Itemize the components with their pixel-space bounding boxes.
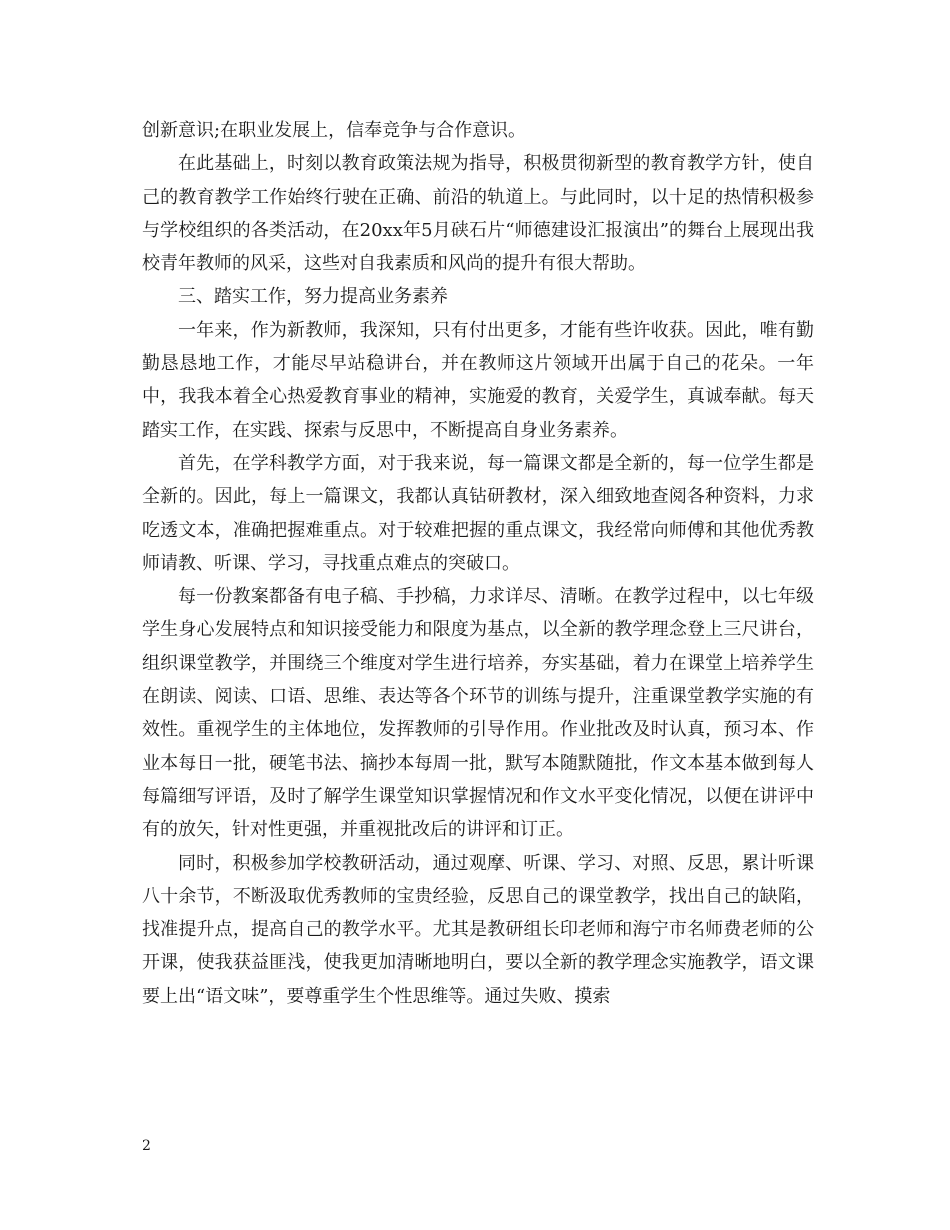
paragraph-2: 在此基础上，时刻以教育政策法规为指导，积极贯彻新型的教育教学方针，使自己的教育教学工作始终行驶在正确、前沿的轨道上。与此同时，以十足的热情积极参与学校组织的各类活动，在20xx年5月硖石片“师德建设汇报演出”的舞台上展现出我校青年教师的风采，这些对自我素质和风尚的提升有很大帮助。 — [142, 153, 814, 275]
paragraph-6: 同时，积极参加学校教研活动，通过观摩、听课、学习、对照、反思，累计听课八十余节，不断汲取优秀教师的宝贵经验，反思自己的课堂教学，找出自己的缺陷，找准提升点，提高自己的教学水平。尤其是教研组长印老师和海宁市名师费老师的公开课，使我获益匪浅，使我更加清晰地明白，要以全新的教学理念实施教学，语文课要上出“语文味”，要尊重学生个性思维等。通过失败、摸索 — [142, 852, 814, 1007]
paragraph-5: 每一份教案都备有电子稿、手抄稿，力求详尽、清晰。在教学过程中，以七年级学生身心发展特点和知识接受能力和限度为基点，以全新的教学理念登上三尺讲台，组织课堂教学，并围绕三个维度对学生进行培养，夯实基础，着力在课堂上培养学生在朗读、阅读、口语、思维、表达等各个环节的训练与提升，注重课堂教学实施的有效性。重视学生的主体地位，发挥教师的引导作用。作业批改及时认真，预习本、作业本每日一批，硬笔书法、摘抄本每周一批，默写本随默随批，作文本基本做到每人每篇细写评语，及时了解学生课堂知识掌握情况和作文水平变化情况，以便在讲评中有的放矢，针对性更强，并重视批改后的讲评和订正。 — [142, 586, 814, 841]
section-heading: 三、踏实工作，努力提高业务素养 — [178, 286, 448, 308]
page-number: 2 — [142, 1138, 151, 1154]
document-body — [142, 114, 814, 1013]
paragraph-4: 首先，在学科教学方面，对于我来说，每一篇课文都是全新的，每一位学生都是全新的。因此，每上一篇课文，我都认真钻研教材，深入细致地查阅各种资料，力求吃透文本，准确把握难重点。对于较难把握的重点课文，我经常向师傅和其他优秀教师请教、听课、学习，寻找重点难点的突破口。 — [142, 452, 814, 574]
paragraph-1: 创新意识;在职业发展上，信奉竞争与合作意识。 — [142, 120, 527, 141]
paragraph-3: 一年来，作为新教师，我深知，只有付出更多，才能有些许收获。因此，唯有勤勤恳恳地工作，才能尽早站稳讲台，并在教师这片领域开出属于自己的花朵。一年中，我我本着全心热爱教育事业的精神，实施爱的教育，关爱学生，真诚奉献。每天踏实工作，在实践、探索与反思中，不断提高自身业务素养。 — [142, 319, 814, 441]
